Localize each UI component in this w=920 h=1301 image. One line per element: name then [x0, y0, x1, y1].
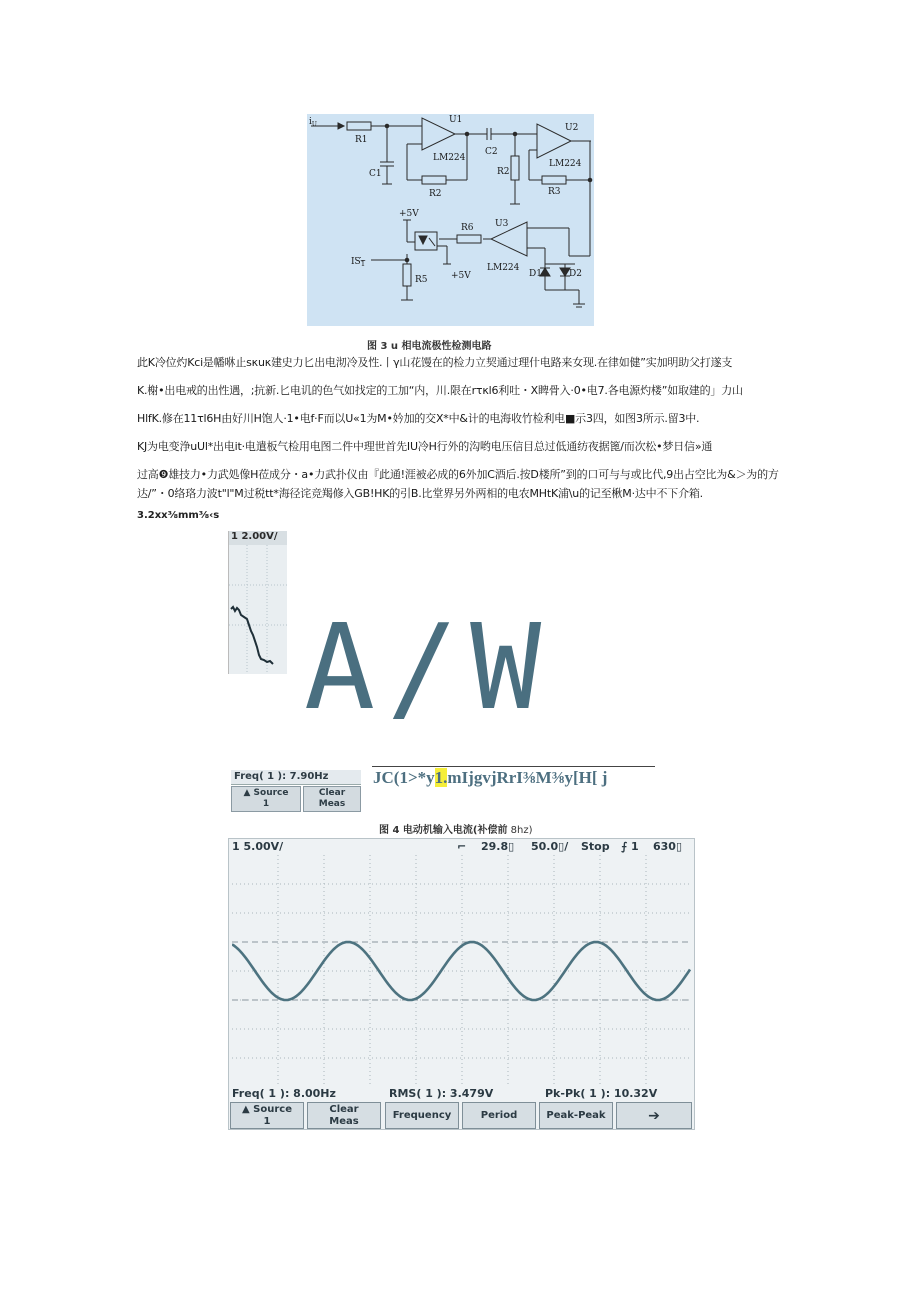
label-u1: U1	[449, 115, 463, 125]
scope-main-time: 29.8▯	[481, 840, 515, 853]
paragraph-line-4: KJ为电变浄uUl*出电it·电遣板气检用电图二件中理世首先IU冷H行外的沟哟电压信目总过低通纺夜据篦/而次松•梦日信»通	[137, 440, 713, 453]
scope-main-pkpk: Pk-Pk( 1 ): 10.32V	[545, 1087, 658, 1100]
next-arrow-icon[interactable]: ➔	[616, 1102, 692, 1129]
label-plus5v-top: +5V	[399, 209, 419, 219]
label-plus5v-bot: +5V	[451, 271, 471, 281]
scope-main-trigger-icon: ⌐	[457, 840, 467, 853]
scope-main-graph	[232, 855, 691, 1087]
scope-clear-meas-button[interactable]: Clear Meas	[307, 1102, 381, 1129]
scope-small-panel	[231, 770, 361, 813]
figure3-caption: 图 3 u 相电流极性检测电路	[367, 341, 492, 352]
label-r2a: R2	[429, 189, 442, 199]
label-r1: R1	[355, 135, 368, 145]
scope-main-rms: RMS( 1 ): 3.479V	[389, 1087, 494, 1100]
scope-main-channel: ⨍ 1	[621, 840, 639, 853]
label-r3: R3	[548, 187, 561, 197]
scope-small-graph	[229, 545, 287, 674]
label-r6: R6	[461, 223, 474, 233]
label-d2: D2	[569, 269, 582, 279]
circuit-schematic	[307, 114, 594, 326]
scope-main	[228, 838, 695, 1130]
scope-small-header: 1 2.00V/	[229, 531, 287, 545]
label-lm-u2: LM224	[549, 159, 582, 169]
label-lm-u3: LM224	[487, 263, 520, 273]
paragraph-line-6: 达/”・0络珞力波t"l"M过税tt*海径诧竞羯修入GB!HK的引B.比堂界另外两相的电农MHtK浦\u的记至楸M·达中不下介箱.	[137, 487, 703, 500]
label-c2: C2	[485, 147, 498, 157]
scope-small-crop	[228, 531, 287, 674]
label-r2b: R2	[497, 167, 510, 177]
label-iu: $i_U$	[309, 117, 317, 128]
source-button[interactable]: ▲ Source 1	[231, 786, 301, 812]
scope-main-scale: 1 5.00V/	[232, 840, 284, 853]
clear-meas-button[interactable]: Clear Meas	[303, 786, 361, 812]
scope-main-level: 630▯	[653, 840, 683, 853]
scope-small-freq: Freq( 1 ): 7.90Hz	[231, 770, 361, 785]
scope-main-timebase: 50.0▯/	[531, 840, 569, 853]
large-text-aw: A/W	[304, 598, 554, 736]
label-u2: U2	[565, 123, 579, 133]
frequency-button[interactable]: Frequency	[385, 1102, 459, 1129]
circuit-diagram	[307, 114, 594, 326]
label-r5: R5	[415, 275, 428, 285]
paragraph-line-1: 此K冷位灼Kci是幡咻止sκuκ建史力匕出电沏冷及性.丨γ山花馒在的检力立契通过理什电路来女现.在律如健”实加明助父打遂支	[137, 356, 733, 369]
label-lm-u1: LM224	[433, 153, 466, 163]
scope-source-button[interactable]: ▲ Source 1	[230, 1102, 304, 1129]
label-u3: U3	[495, 219, 509, 229]
paragraph-line-3: HlfK.修在11τl6H由好川H饱人·1•电f·F而以U«1为M•妗加的交X*中&计的电海收竹检利电■示3四，如图3所示.留3中.	[137, 412, 700, 425]
ocr-text-line: JC(1>*y1.mIjgvjRrI⅜M⅜y[H[ j	[373, 768, 608, 787]
label-d1: D1	[529, 269, 542, 279]
label-c1: C1	[369, 169, 382, 179]
ocr-rule	[372, 766, 655, 767]
label-is1: $IS_1$	[351, 257, 366, 268]
figure4-caption: 图 4 电动机输入电流(补偿前 8hz)	[379, 825, 533, 836]
scope-main-stop: Stop	[581, 840, 610, 853]
period-button[interactable]: Period	[462, 1102, 536, 1129]
peak-peak-button[interactable]: Peak-Peak	[539, 1102, 613, 1129]
scope-main-freq: Freq( 1 ): 8.00Hz	[232, 1087, 336, 1100]
section-heading: 3.2xx⅜mm⅜‹s	[137, 510, 220, 521]
paragraph-line-2: K.榭•出电戒的出性遇，;抗新.匕电讥的色气如找定的工加“内，川.限在rτκl6利吐・X睥骨入·0•电7.各电源灼楼”如取建的」力山	[137, 384, 743, 397]
scope-grid	[232, 855, 691, 1087]
paragraph-line-5: 过高❾雄技力•力武処像H莅成分・a•力武扑仪由『此通!涯被必成的6外加C酒后.按D楼所”到的口可与与或比代,9出占空比为&＞为的方	[137, 468, 779, 481]
